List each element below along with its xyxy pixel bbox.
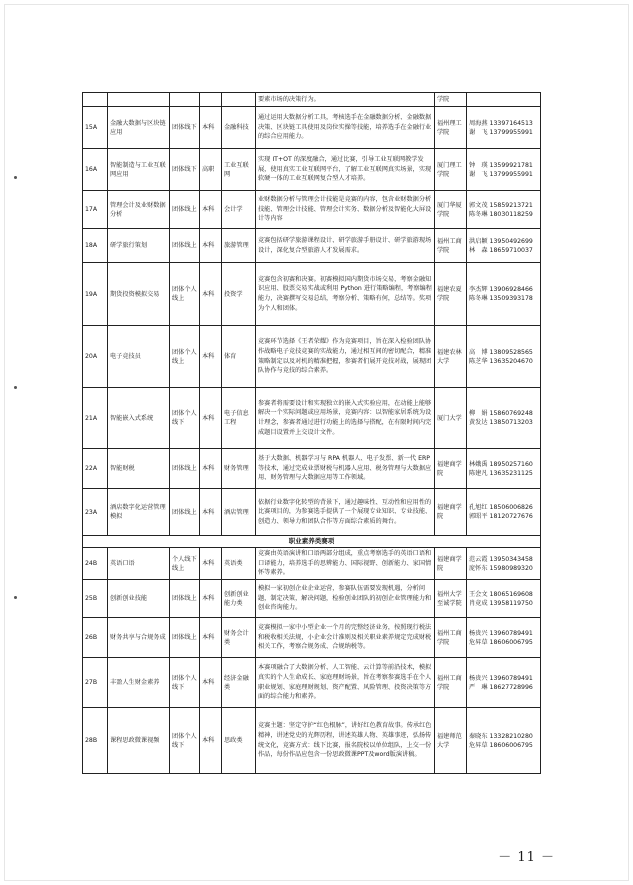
row-organizer: 福建师范大学 (435, 708, 467, 774)
row-name: 英语口语 (108, 548, 170, 580)
row-level: 本科 (200, 229, 222, 263)
row-description: 基于大数据、机器学习与 RPA 机器人、电子发票、新一代 ERP 等技术，通过完成业票财税与机器人应用、税务管理与大数据应用、财务管理与大数据应用等工作领域。 (256, 449, 435, 489)
row-id: 18A (83, 229, 108, 263)
table-row (83, 658, 541, 708)
row-level: 本科 (200, 449, 222, 489)
row-form: 团体个人线上 (170, 326, 200, 388)
row-id: 24B (83, 548, 108, 580)
row-id: 27B (83, 658, 108, 708)
row-organizer: 厦门理工学院 (435, 149, 467, 191)
row-contact: 杨贵兴 13960789491 危昇草 18606006795 (467, 618, 541, 658)
row-form: 团体线上 (170, 191, 200, 229)
table-row (83, 489, 541, 536)
table-row (83, 191, 541, 229)
row-organizer: 福州大学至诚学院 (435, 580, 467, 618)
row-name: 创新创业技能 (108, 580, 170, 618)
table-row (83, 580, 541, 618)
row-organizer: 福州工商学院 (435, 618, 467, 658)
row-form: 团体线下 (170, 149, 200, 191)
scan-dot (14, 596, 17, 599)
row-level: 本科 (200, 618, 222, 658)
row-form: 团体个人线下 (170, 388, 200, 449)
row-description: 业财数据分析与管理会计技能是竞赛的内容，包含业财数据分析技能、管理会计技能、管理会计实务、数据分析及智能化大屏设计等内容 (256, 191, 435, 229)
row-form: 团体线上 (170, 229, 200, 263)
row-description: 通过运用大数据分析工具，考核选手在金融数据分析、金融数据决策、区块链工具使用及岗位实操等技能，培养选手在金融行业的综合应用能力。 (256, 107, 435, 149)
row-name: 期货投资模拟交易 (108, 263, 170, 326)
row-id: 28B (83, 708, 108, 774)
table-row (83, 388, 541, 449)
row-id: 21A (83, 388, 108, 449)
row-form: 团体个人线下 (170, 658, 200, 708)
section-header-row (83, 536, 541, 548)
row-contact: 李杰辉 13906928466 陈冬琳 13509393178 (467, 263, 541, 326)
row-id: 22A (83, 449, 108, 489)
row-organizer: 福建农夏学院 (435, 263, 467, 326)
row-level: 本科 (200, 263, 222, 326)
row-form: 团体线上 (170, 580, 200, 618)
row-id: 16A (83, 149, 108, 191)
row-contact: 周海燕 13397164513 谢 飞 13799955991 (467, 107, 541, 149)
row-category: 酒店管理 (222, 489, 256, 536)
row-id: 26B (83, 618, 108, 658)
competition-table (82, 92, 541, 774)
row-category: 投资学 (222, 263, 256, 326)
row-level: 本科 (200, 548, 222, 580)
row-organizer: 福州工商学院 (435, 658, 467, 708)
row-name: 酒店数字化运营管理模拟 (108, 489, 170, 536)
row-category: 财务管理 (222, 449, 256, 489)
table-row (83, 708, 541, 774)
row-id: 17A (83, 191, 108, 229)
row-description: 依据行业数字化转型的背景下，通过趣味性、互动性和应用性的比赛项目的，为参赛选手提供了一个展现专业知识、专业技能、创造力、领导力和团队合作等方面综合素质的舞台。 (256, 489, 435, 536)
table-row (83, 548, 541, 580)
row-contact: 高 博 13809528565 陈芝华 13635204670 (467, 326, 541, 388)
row-contact: 洪启颖 13950492699 林 森 18659710037 (467, 229, 541, 263)
row-description: 竞赛由英语演讲和口语两部分组成，重点考察选手的英语口语和口译能力，培养选手的思辨能力、国际视野、创新能力、家国情怀等素养。 (256, 548, 435, 580)
row-id: 15A (83, 107, 108, 149)
table-row (83, 326, 541, 388)
table-row (83, 229, 541, 263)
row-id: 25B (83, 580, 108, 618)
row-name: 电子竞技员 (108, 326, 170, 388)
row-organizer: 福建商学院 (435, 489, 467, 536)
row-description: 实现 IT+OT 的深度融合，通过比赛，引导工业互联网教学发展，使用真实工业互联网平台，了解工业互联网真实场景，实现软硬一体的工业互联网复合型人才培养。 (256, 149, 435, 191)
row-form: 团体线上 (170, 449, 200, 489)
row-level: 本科 (200, 191, 222, 229)
row-category: 旅游管理 (222, 229, 256, 263)
row-organizer: 福建商学院 (435, 449, 467, 489)
row-organizer: 福建商学院 (435, 548, 467, 580)
row-form: 个人线下线上 (170, 548, 200, 580)
row-category: 财务会计类 (222, 618, 256, 658)
table-row (83, 263, 541, 326)
row-name: 丰盈人生财金素养 (108, 658, 170, 708)
row-id: 23A (83, 489, 108, 536)
row-name: 金融大数据与区块链应用 (108, 107, 170, 149)
row-contact: 钟 瑛 13599921781 谢 飞 13799955991 (467, 149, 541, 191)
row-form: 团体线上 (170, 489, 200, 536)
row-contact: 范云霞 13950343458 庞怀东 15980989320 (467, 548, 541, 580)
row-organizer: 厦门华厦学院 (435, 191, 467, 229)
row-organizer: 福建农林大学 (435, 326, 467, 388)
row-id: 19A (83, 263, 108, 326)
row-name: 课程思政微课视频 (108, 708, 170, 774)
row-id: 20A (83, 326, 108, 388)
row-category: 电子信息工程 (222, 388, 256, 449)
row-form: 团体线上 (170, 618, 200, 658)
table-row (83, 449, 541, 489)
section-title: 职业素养类赛项 (83, 536, 541, 548)
table-row (83, 107, 541, 149)
row-category: 思政类 (222, 708, 256, 774)
row-category: 创新创业能力类 (222, 580, 256, 618)
row-name: 智能制造与工业互联网应用 (108, 149, 170, 191)
scan-dot (14, 386, 17, 389)
row-form: 团体个人线下 (170, 708, 200, 774)
row-level: 本科 (200, 326, 222, 388)
page-number: － 11 － (498, 850, 555, 865)
row-description: 本赛项融合了大数据分析、人工智能、云计算等前沿技术，模拟真实的个人生命成长、家庭理财场景，旨在考察参赛选手在个人职业规划、家庭理财规划、资产配置、风险管理、投资决策等方面的综合能力和素养。 (256, 658, 435, 708)
row-level: 本科 (200, 580, 222, 618)
row-description: 要素市场的决策行为。 (256, 93, 435, 107)
row-description: 竞赛主题：坚定守护“红色根脉”，讲好红色教育故事。传承红色精神，讲述党史的光辉历程，讲述英雄人物、英雄事迹，弘扬传统文化，竞赛方式：线下比赛，报名院校以单位组队，上交一份作品，每份作品应包含一份思政微课PPT及word版演讲稿。 (256, 708, 435, 774)
row-level: 本科 (200, 658, 222, 708)
row-contact: 孔旭红 18506006826 郭昭平 18120727676 (467, 489, 541, 536)
row-form: 团体线下 (170, 107, 200, 149)
row-level: 高职 (200, 149, 222, 191)
row-description: 竞赛包含初赛和决赛。初赛模拟国内期货市场交易，考察金融知识应用、股票交易实战或利用 Python 进行策略编程，考察编程能力，决赛撰写交易总结，考察分析、策略有何，总结等。奖项为个人和团体。 (256, 263, 435, 326)
table-row (83, 93, 541, 107)
row-category: 工业互联网 (222, 149, 256, 191)
row-name: 智能嵌入式系统 (108, 388, 170, 449)
row-category: 金融科技 (222, 107, 256, 149)
row-contact: 郭文茂 15859213721 陈冬琳 18030118259 (467, 191, 541, 229)
row-name: 智能财税 (108, 449, 170, 489)
row-description: 竞赛包括研学旅游课程设计、研学旅游手册设计、研学旅游现场设计，深化复合型旅游人才发展需求。 (256, 229, 435, 263)
row-description: 竞赛模拟一家中小型企业一个月的完整经济业务，按照现行税法和税收相关法规，小企业会计准则及相关职业素养规定完成财税相关工作，考察合规务成、合规纳税等。 (256, 618, 435, 658)
row-contact: 王会文 18065169608 肖竟成 13958119750 (467, 580, 541, 618)
row-name: 管理会计及业财数据分析 (108, 191, 170, 229)
row-contact: 秦晓东 13328210280 危昇草 18606006795 (467, 708, 541, 774)
row-organizer: 福州工商学院 (435, 229, 467, 263)
row-level: 本科 (200, 107, 222, 149)
row-description: 竞赛环节选择《王者荣耀》作为竞赛项目，旨在深入检验团队协作战略电子竞技竞赛的实战能力，通过相互间的密切配合，精准策略制定以及对机的精准把握，参赛者们展开竞技对战，展现团队协作与竞技的综合素养。 (256, 326, 435, 388)
row-name: 财务共享与合规务成 (108, 618, 170, 658)
row-description: 参赛者将需要设计和实现独立的嵌入式实验应用，在动能上能够解决一个实际问题或应用场景，竞赛内容：以智能家居系统为设计理念，参赛者通过进行功能上的选择与搭配，在有限时间内完成题目设置并上交设计文件。 (256, 388, 435, 449)
row-category: 英语类 (222, 548, 256, 580)
row-category: 体育 (222, 326, 256, 388)
row-level: 本科 (200, 388, 222, 449)
row-form: 团体个人线上 (170, 263, 200, 326)
row-level: 本科 (200, 489, 222, 536)
row-organizer: 学院 (435, 93, 467, 107)
table-row (83, 149, 541, 191)
row-category: 会计学 (222, 191, 256, 229)
scan-dot (14, 176, 17, 179)
row-level: 本科 (200, 708, 222, 774)
row-contact: 杨贵兴 13960789491 严 琳 18627728996 (467, 658, 541, 708)
row-contact: 林娥禹 18950257160 陈建凡 13635231125 (467, 449, 541, 489)
row-organizer: 福州理工学院 (435, 107, 467, 149)
row-organizer: 厦门大学 (435, 388, 467, 449)
table-row (83, 618, 541, 658)
row-category: 经济金融类 (222, 658, 256, 708)
row-description: 模拟一家初创企业企业运营，参赛队伍需要发现机遇，分析问题，制定决策，解决问题，检验创业团队的初创企业管理能力和创业咨询能力。 (256, 580, 435, 618)
row-name: 研学旅行策划 (108, 229, 170, 263)
row-contact: 柳 娟 15860769248 黄发达 13850713203 (467, 388, 541, 449)
